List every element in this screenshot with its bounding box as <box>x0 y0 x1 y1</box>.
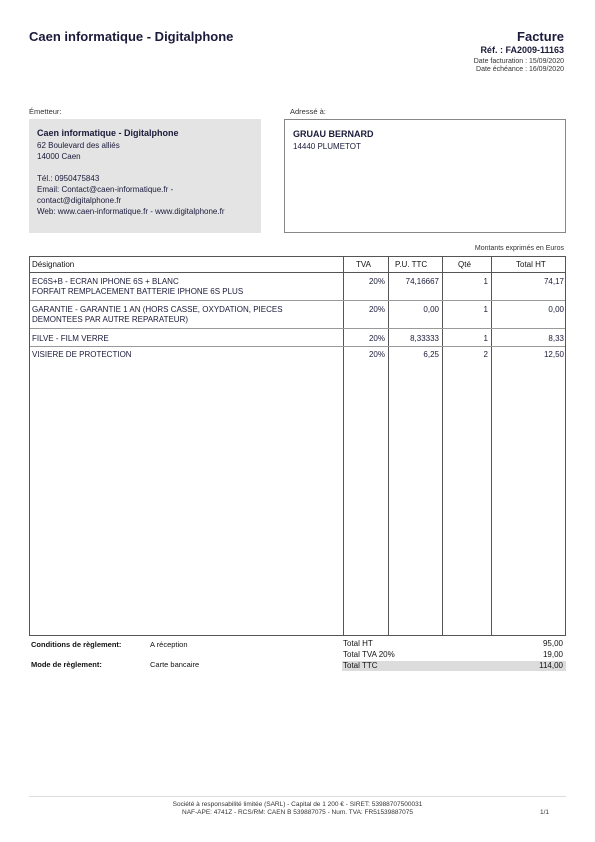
header-divider <box>30 272 565 273</box>
payment-mode-label: Mode de règlement: <box>31 660 102 669</box>
company-name: Caen informatique - Digitalphone <box>29 29 234 44</box>
row-unit-price: 6,25 <box>423 350 439 359</box>
items-table <box>29 256 566 636</box>
page-number: 1/1 <box>539 809 549 816</box>
sender-box <box>29 119 261 233</box>
header-unit-price: P.U. TTC <box>395 260 428 269</box>
recipient-label: Adressé à: <box>290 107 326 116</box>
row-total: 12,50 <box>543 350 564 359</box>
row-total: 8,33 <box>548 334 564 343</box>
row-designation-line1: FILVE - FILM VERRE <box>32 334 109 343</box>
row-designation-line1: EC6S+B - ECRAN IPHONE 6S + BLANC <box>32 277 179 286</box>
recipient-address: 14440 PLUMETOT <box>293 142 361 151</box>
payment-mode-value: Carte bancaire <box>150 660 200 669</box>
header-total: Total HT <box>516 260 546 269</box>
row-designation-line1: GARANTIE - GARANTIE 1 AN (HORS CASSE, OXYDATION, PIECES <box>32 305 283 314</box>
total-tva-value: 19,00 <box>542 650 563 659</box>
header-designation: Désignation <box>32 260 75 269</box>
sender-label: Émetteur: <box>29 107 62 116</box>
row-total: 0,00 <box>548 305 564 314</box>
row-tva: 20% <box>368 277 385 286</box>
row-tva: 20% <box>368 305 385 314</box>
row-tva: 20% <box>368 334 385 343</box>
total-ht-label: Total HT <box>343 639 373 648</box>
row-unit-price: 74,16667 <box>405 277 439 286</box>
row-divider <box>30 328 565 329</box>
row-quantity: 1 <box>483 305 488 314</box>
row-designation-line2: DEMONTEES PAR AUTRE REPARATEUR) <box>32 315 189 324</box>
row-quantity: 1 <box>483 334 488 343</box>
row-quantity: 2 <box>483 350 488 359</box>
footer-legal-line2: NAF-APE: 4741Z - RCS/RM: CAEN B 539887075 - Num. TVA: FR51539887075 <box>182 809 413 816</box>
total-tva-row <box>342 650 566 660</box>
header-quantity: Qté <box>458 260 471 269</box>
invoice-reference: Réf. : FA2009-11163 <box>480 45 564 55</box>
recipient-name: GRUAU BERNARD <box>293 129 374 139</box>
sender-email-line1: Email: Contact@caen-informatique.fr - <box>37 185 174 194</box>
footer-legal-line1: Société à responsabilité limitée (SARL) - Capital de 1 200 € - SIRET: 53988707500031 <box>172 801 423 808</box>
invoice-date: Date facturation : 15/09/2020 <box>473 58 564 65</box>
sender-address-line2: 14000 Caen <box>37 152 81 161</box>
row-tva: 20% <box>368 350 385 359</box>
payment-terms-value: A réception <box>150 640 188 649</box>
total-ttc-value: 114,00 <box>539 661 563 670</box>
footer-divider <box>29 796 566 797</box>
row-divider <box>30 300 565 301</box>
row-total: 74,17 <box>543 277 564 286</box>
due-date: Date échéance : 16/09/2020 <box>476 66 564 73</box>
total-ttc-label: Total TTC <box>343 661 378 670</box>
total-ttc-row <box>342 661 566 671</box>
recipient-box <box>284 119 566 233</box>
total-ht-value: 95,00 <box>542 639 563 648</box>
row-unit-price: 0,00 <box>423 305 439 314</box>
currency-note: Montants exprimés en Euros <box>474 245 564 252</box>
total-ht-row <box>342 639 566 649</box>
row-designation-line1: VISIERE DE PROTECTION <box>32 350 132 359</box>
sender-name: Caen informatique - Digitalphone <box>37 128 179 138</box>
row-unit-price: 8,33333 <box>410 334 439 343</box>
header-tva: TVA <box>356 260 371 269</box>
payment-terms-label: Conditions de règlement: <box>31 640 122 649</box>
document-title: Facture <box>517 29 564 44</box>
row-divider <box>30 346 565 347</box>
row-designation-line2: FORFAIT REMPLACEMENT BATTERIE IPHONE 6S PLUS <box>32 287 244 296</box>
sender-phone: Tél.: 0950475843 <box>37 174 100 183</box>
total-tva-label: Total TVA 20% <box>343 650 395 659</box>
totals-block <box>342 639 566 671</box>
row-quantity: 1 <box>483 277 488 286</box>
sender-website: Web: www.caen-informatique.fr - www.digitalphone.fr <box>37 207 225 216</box>
sender-address-line1: 62 Boulevard des alliés <box>37 141 120 150</box>
sender-email-line2: contact@digitalphone.fr <box>37 196 122 205</box>
